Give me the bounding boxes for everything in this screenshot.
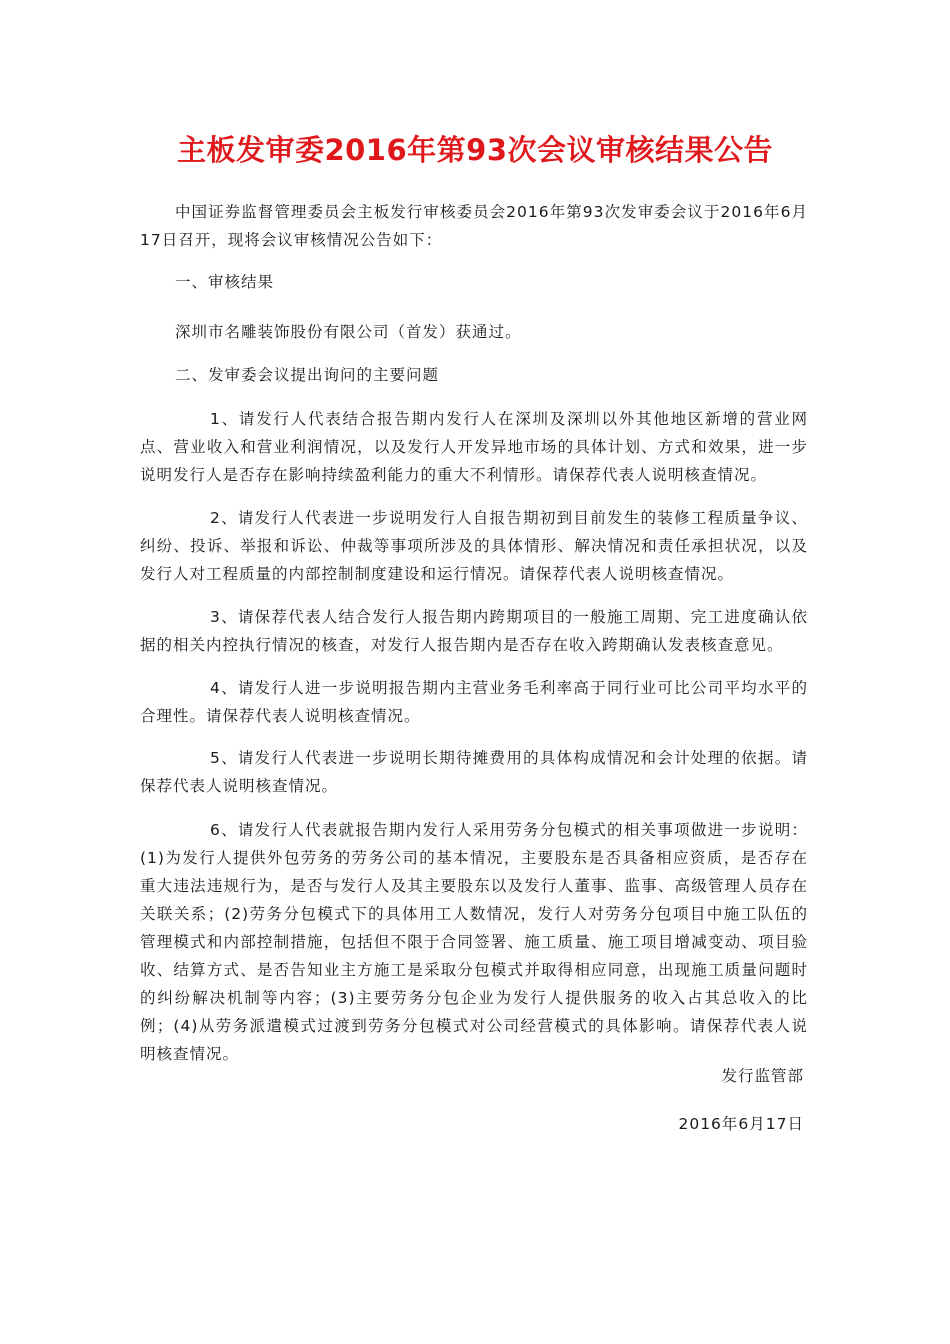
question-1: 1、请发行人代表结合报告期内发行人在深圳及深圳以外其他地区新增的营业网点、营业收入和营业利润情况，以及发行人开发异地市场的具体计划、方式和效果，进一步说明发行人是否存在影响持续盈利能力的重大不利情形。请保荐代表人说明核查情况。 [140, 410, 808, 484]
question-3: 3、请保荐代表人结合发行人报告期内跨期项目的一般施工周期、完工进度确认依据的相关内控执行情况的核查，对发行人报告期内是否存在收入跨期确认发表核查意见。 [140, 608, 808, 654]
question-2: 2、请发行人代表进一步说明发行人自报告期初到目前发生的装修工程质量争议、纠纷、投诉、举报和诉讼、仲裁等事项所涉及的具体情形、解决情况和责任承担状况，以及发行人对工程质量的内部控制制度建设和运行情况。请保荐代表人说明核查情况。 [140, 509, 808, 583]
question-4: 4、请发行人进一步说明报告期内主营业务毛利率高于同行业可比公司平均水平的合理性。请保荐代表人说明核查情况。 [140, 679, 808, 725]
question-5: 5、请发行人代表进一步说明长期待摊费用的具体构成情况和会计处理的依据。请保荐代表人说明核查情况。 [140, 749, 808, 795]
issuing-department: 发行监管部 [721, 1067, 804, 1085]
section1-heading: 一、审核结果 [175, 273, 275, 291]
page-title: 主板发审委2016年第93次会议审核结果公告 [176, 133, 774, 167]
section2-heading: 二、发审委会议提出询问的主要问题 [175, 366, 440, 384]
issue-date: 2016年6月17日 [678, 1115, 804, 1133]
intro-paragraph: 中国证券监督管理委员会主板发行审核委员会2016年第93次发审委会议于2016年6月17日召开，现将会议审核情况公告如下： [140, 203, 808, 249]
question-6: 6、请发行人代表就报告期内发行人采用劳务分包模式的相关事项做进一步说明：(1)为发行人提供外包劳务的劳务公司的基本情况，主要股东是否具备相应资质，是否存在重大违法违规行为，是否与发行人及其主要股东以及发行人董事、监事、高级管理人员存在关联关系；(2)劳务分包模式下的具体用工人数情况，发行人对劳务分包项目中施工队伍的管理模式和内部控制措施，包括但不限于合同签署、施工质量、施工项目增减变动、项目验收、结算方式、是否告知业主方施工是采取分包模式并取得相应同意，出现施工质量问题时的纠纷解决机制等内容；(3)主要劳务分包企业为发行人提供服务的收入占其总收入的比例；(4)从劳务派遣模式过渡到劳务分包模式对公司经营模式的具体影响。请保荐代表人说明核查情况。 [140, 821, 808, 1063]
review-result: 深圳市名雕装饰股份有限公司（首发）获通过。 [175, 323, 522, 341]
